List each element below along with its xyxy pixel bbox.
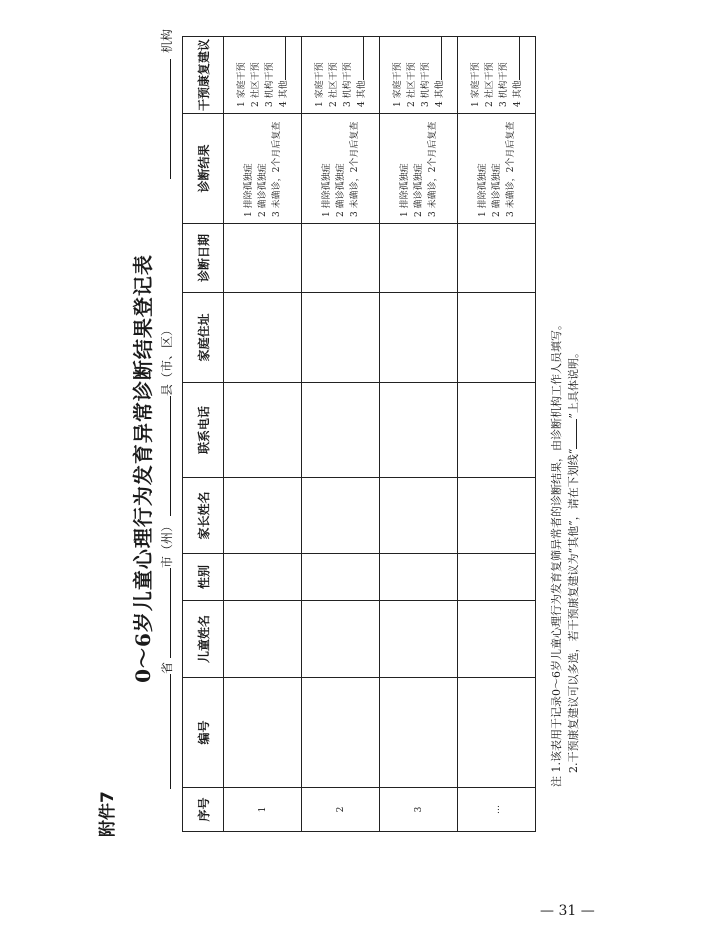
diagnosis-date-cell[interactable]: [224, 224, 302, 293]
diagnosis-option[interactable]: 3 未确诊，2个月后复查: [427, 121, 438, 217]
row-seq: 3: [380, 788, 458, 832]
header-diagnosis-date: 诊断日期: [183, 224, 224, 293]
parent-name-cell[interactable]: [380, 478, 458, 554]
diagnosis-option[interactable]: 1 排除孤独症: [243, 163, 254, 217]
intervention-option[interactable]: 1 家庭干预: [236, 62, 247, 107]
note-2-part-b: ”上具体说明。: [567, 347, 580, 419]
other-underline[interactable]: [355, 36, 364, 80]
diagnosis-result-cell[interactable]: [224, 114, 302, 224]
intervention-option[interactable]: 3 机构干预: [420, 62, 431, 107]
diagnosis-date-cell[interactable]: [380, 224, 458, 293]
attachment-label: 附件7: [98, 791, 118, 837]
id-cell[interactable]: [302, 678, 380, 788]
header-phone: 联系电话: [183, 383, 224, 478]
gender-cell[interactable]: [380, 554, 458, 601]
address-cell[interactable]: [380, 293, 458, 383]
phone-cell[interactable]: [224, 383, 302, 478]
note-2-underline-sample: [568, 419, 577, 449]
diagnosis-result-cell[interactable]: [380, 114, 458, 224]
city-label: 市（州）: [160, 519, 174, 568]
header-parent-name: 家长姓名: [183, 478, 224, 554]
intervention-option[interactable]: 1 家庭干预: [470, 62, 481, 107]
table-row: [302, 37, 380, 832]
phone-cell[interactable]: [302, 383, 380, 478]
row-seq: …: [458, 788, 536, 832]
gender-cell[interactable]: [458, 554, 536, 601]
child-name-cell[interactable]: [380, 601, 458, 678]
table-row: [458, 37, 536, 832]
note-2: [565, 319, 582, 787]
header-id: 编号: [183, 678, 224, 788]
intervention-option[interactable]: 2 社区干预: [484, 62, 495, 107]
diagnosis-option[interactable]: 3 未确诊，2个月后复查: [271, 121, 282, 217]
intervention-option-other[interactable]: [433, 37, 447, 107]
diagnosis-option[interactable]: 1 排除孤独症: [477, 163, 488, 217]
child-name-cell[interactable]: [458, 601, 536, 678]
county-blank: [158, 396, 171, 516]
other-underline[interactable]: [277, 36, 286, 80]
note-2-part-a: 2.干预康复建议可以多选，若干预康复建议为“其他”，请在下划线“: [567, 448, 580, 773]
intervention-option[interactable]: 3 机构干预: [264, 62, 275, 107]
province-blank: [158, 674, 171, 789]
child-name-cell[interactable]: [224, 601, 302, 678]
header-address: 家庭住址: [183, 293, 224, 383]
county-label: 县（市、区）: [160, 323, 174, 396]
intervention-option[interactable]: 1 家庭干预: [392, 62, 403, 107]
other-label: 4 其他: [512, 80, 523, 107]
other-label: 4 其他: [278, 80, 289, 107]
diagnosis-option[interactable]: 1 排除孤独症: [321, 163, 332, 217]
intervention-cell[interactable]: [224, 37, 302, 114]
header-child-name: 儿童姓名: [183, 601, 224, 678]
intervention-option[interactable]: 1 家庭干预: [314, 62, 325, 107]
parent-name-cell[interactable]: [224, 478, 302, 554]
id-cell[interactable]: [380, 678, 458, 788]
header-intervention: 干预康复建议: [183, 37, 224, 114]
row-seq: 1: [224, 788, 302, 832]
intervention-option-other[interactable]: [355, 37, 369, 107]
region-line: [158, 28, 175, 789]
other-label: 4 其他: [356, 80, 367, 107]
institution-blank: [158, 59, 171, 179]
header-gender: 性别: [183, 554, 224, 601]
parent-name-cell[interactable]: [302, 478, 380, 554]
parent-name-cell[interactable]: [458, 478, 536, 554]
city-blank: [158, 568, 171, 658]
gender-cell[interactable]: [224, 554, 302, 601]
intervention-option[interactable]: 3 机构干预: [498, 62, 509, 107]
diagnosis-result-cell[interactable]: [458, 114, 536, 224]
intervention-option[interactable]: 3 机构干预: [342, 62, 353, 107]
diagnosis-option[interactable]: 2 确诊孤独症: [335, 163, 346, 217]
page-title: 0～6岁儿童心理行为发育异常诊断结果登记表: [131, 254, 155, 683]
other-label: 4 其他: [434, 80, 445, 107]
diagnosis-option[interactable]: 2 确诊孤独症: [257, 163, 268, 217]
diagnosis-date-cell[interactable]: [302, 224, 380, 293]
row-seq: 2: [302, 788, 380, 832]
intervention-cell[interactable]: [380, 37, 458, 114]
diagnosis-result-cell[interactable]: [302, 114, 380, 224]
phone-cell[interactable]: [380, 383, 458, 478]
note-1: 注 1.该表用于记录0～6岁儿童心理行为发育复筛异常者的诊断结果，由诊断机构工作人员填写。: [550, 319, 563, 787]
intervention-option-other[interactable]: [277, 37, 291, 107]
diagnosis-date-cell[interactable]: [458, 224, 536, 293]
diagnosis-option[interactable]: 3 未确诊，2个月后复查: [505, 121, 516, 217]
institution-label: 机构: [160, 28, 174, 53]
header-row: [183, 37, 224, 832]
diagnosis-option[interactable]: 3 未确诊，2个月后复查: [349, 121, 360, 217]
intervention-cell[interactable]: [458, 37, 536, 114]
intervention-option[interactable]: 2 社区干预: [328, 62, 339, 107]
gender-cell[interactable]: [302, 554, 380, 601]
table-row: [380, 37, 458, 832]
id-cell[interactable]: [224, 678, 302, 788]
address-cell[interactable]: [224, 293, 302, 383]
diagnosis-option[interactable]: 2 确诊孤独症: [491, 163, 502, 217]
child-name-cell[interactable]: [302, 601, 380, 678]
other-underline[interactable]: [511, 36, 520, 80]
page-number: — 31 —: [540, 903, 595, 919]
phone-cell[interactable]: [458, 383, 536, 478]
table-row: [224, 37, 302, 832]
header-seq: 序号: [183, 788, 224, 832]
intervention-option-other[interactable]: [511, 37, 525, 107]
intervention-cell[interactable]: [302, 37, 380, 114]
province-label: 省: [160, 661, 174, 674]
address-cell[interactable]: [302, 293, 380, 383]
registration-table: [182, 36, 536, 832]
intervention-option[interactable]: 2 社区干预: [406, 62, 417, 107]
other-underline[interactable]: [433, 36, 442, 80]
intervention-option[interactable]: 2 社区干预: [250, 62, 261, 107]
footnotes: [548, 319, 582, 787]
address-cell[interactable]: [458, 293, 536, 383]
diagnosis-option[interactable]: 1 排除孤独症: [399, 163, 410, 217]
diagnosis-option[interactable]: 2 确诊孤独症: [413, 163, 424, 217]
header-diagnosis-result: 诊断结果: [183, 114, 224, 224]
id-cell[interactable]: [458, 678, 536, 788]
